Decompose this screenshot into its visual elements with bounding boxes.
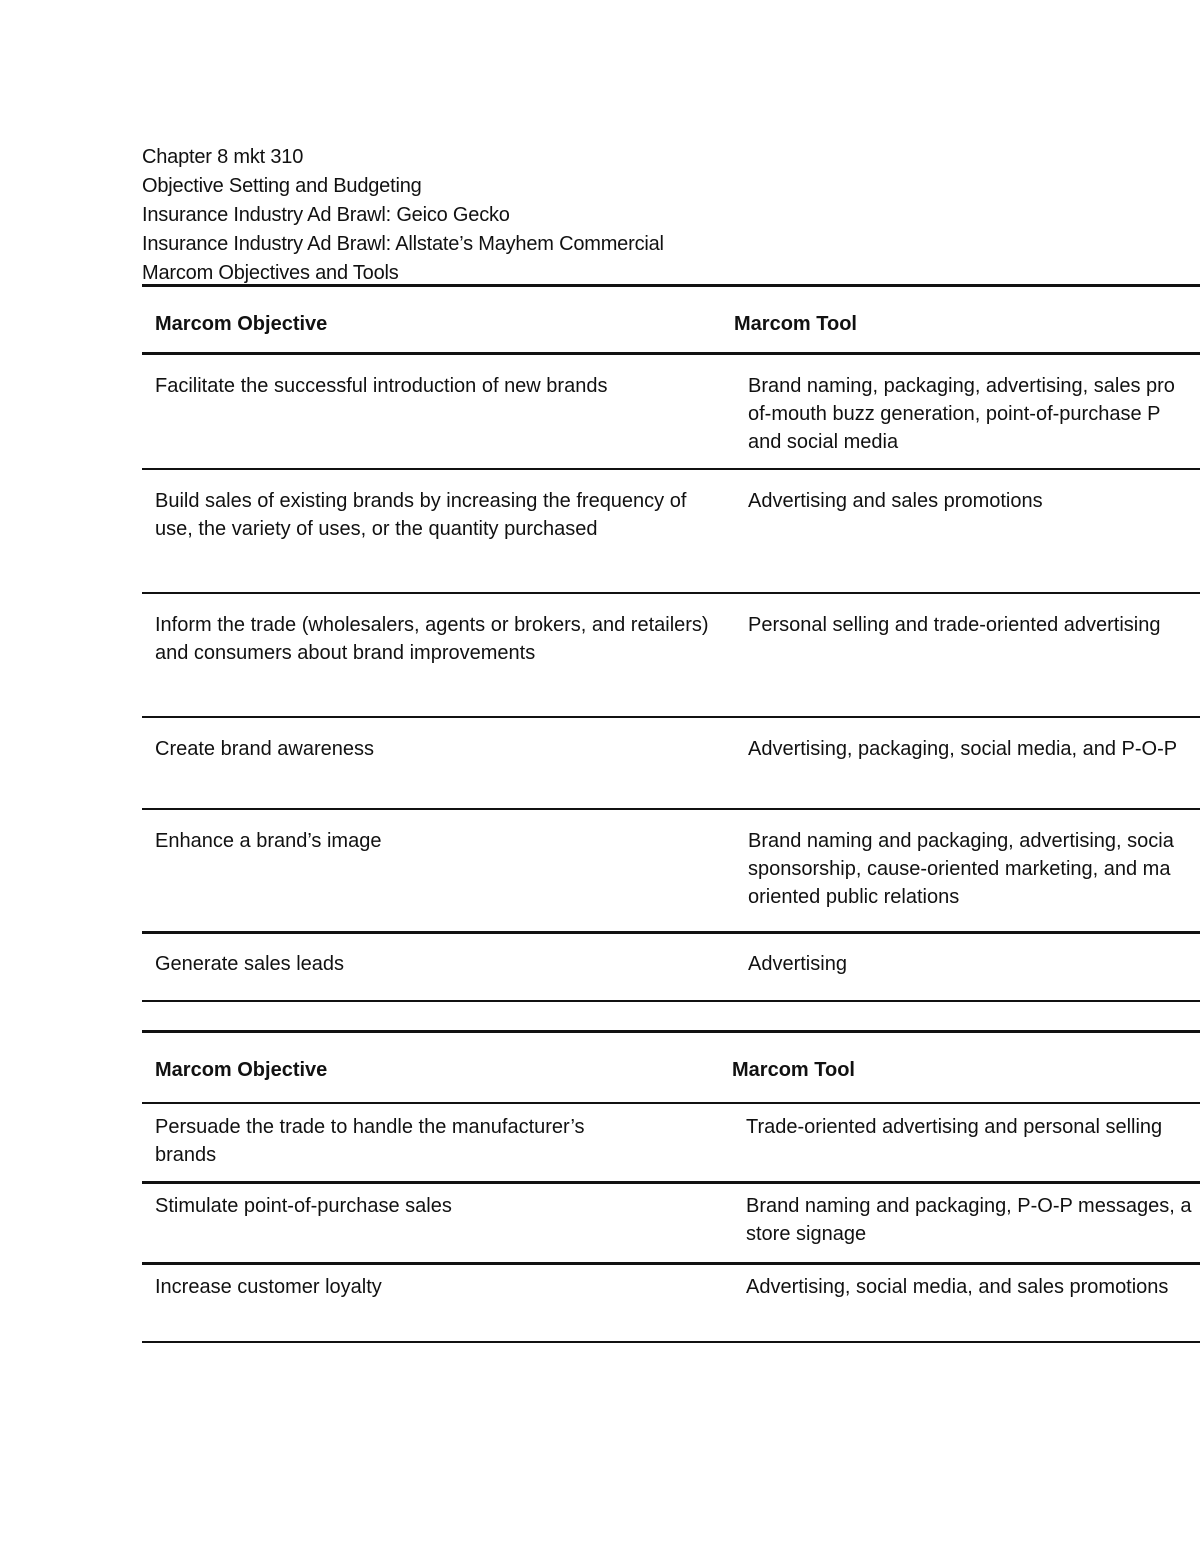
table-header-row bbox=[142, 1030, 1200, 1102]
table-row bbox=[142, 1102, 1200, 1181]
table-1-bottom-rule bbox=[142, 1000, 1200, 1002]
objective-cell: Create brand awareness bbox=[155, 738, 375, 760]
objective-cell: Facilitate the successful introduction of new brands bbox=[155, 375, 608, 397]
video-title-geico: Insurance Industry Ad Brawl: Geico Gecko bbox=[142, 204, 510, 226]
table-row bbox=[142, 808, 1200, 931]
column-header-tool: Marcom Tool bbox=[734, 313, 857, 335]
tool-cell: Advertising, packaging, social media, and P-O-P bbox=[748, 738, 1178, 760]
objective-cell: Generate sales leads bbox=[155, 953, 345, 975]
tool-cell: Advertising bbox=[748, 953, 847, 975]
table-row bbox=[142, 716, 1200, 808]
tool-cell: Brand naming and packaging, P-O-P messages, a store signage bbox=[746, 1195, 1192, 1245]
table-row bbox=[142, 1181, 1200, 1262]
video-title-allstate: Insurance Industry Ad Brawl: Allstate’s Mayhem Commercial bbox=[142, 233, 664, 255]
table-row bbox=[142, 1262, 1200, 1342]
objective-cell: Increase customer loyalty bbox=[155, 1276, 382, 1298]
objective-cell: Inform the trade (wholesalers, agents or brokers, and retailers) and consumers about brand improvements bbox=[155, 614, 709, 664]
column-header-tool: Marcom Tool bbox=[732, 1059, 855, 1081]
marcom-table-2 bbox=[142, 1030, 1200, 1342]
marcom-table-1 bbox=[142, 284, 1200, 999]
tool-cell: Brand naming and packaging, advertising, socia sponsorship, cause-oriented marketing, and ma oriented public relations bbox=[748, 830, 1174, 908]
objective-cell: Build sales of existing brands by increasing the frequency of use, the variety of uses, or the quantity purchased bbox=[155, 490, 687, 540]
table-header-row bbox=[142, 284, 1200, 352]
table-2-bottom-rule bbox=[142, 1341, 1200, 1343]
chapter-title: Chapter 8 mkt 310 bbox=[142, 146, 304, 168]
objective-cell: Persuade the trade to handle the manufacturer’s brands bbox=[155, 1116, 585, 1166]
table-row bbox=[142, 352, 1200, 468]
objective-cell: Stimulate point-of-purchase sales bbox=[155, 1195, 452, 1217]
tool-cell: Advertising and sales promotions bbox=[748, 490, 1043, 512]
tool-cell: Advertising, social media, and sales promotions bbox=[746, 1276, 1169, 1298]
column-header-objective: Marcom Objective bbox=[155, 313, 328, 335]
column-header-objective: Marcom Objective bbox=[155, 1059, 328, 1081]
tool-cell: Brand naming, packaging, advertising, sales pro of-mouth buzz generation, point-of-purchase P and social media bbox=[748, 375, 1175, 453]
objective-cell: Enhance a brand’s image bbox=[155, 830, 382, 852]
tool-cell: Trade-oriented advertising and personal selling bbox=[746, 1116, 1163, 1138]
document-heading bbox=[142, 143, 664, 288]
section-title: Objective Setting and Budgeting bbox=[142, 175, 422, 197]
table-row bbox=[142, 931, 1200, 999]
table-caption: Marcom Objectives and Tools bbox=[142, 262, 399, 284]
table-row bbox=[142, 468, 1200, 592]
table-row bbox=[142, 592, 1200, 716]
tool-cell: Personal selling and trade-oriented advertising bbox=[748, 614, 1161, 636]
